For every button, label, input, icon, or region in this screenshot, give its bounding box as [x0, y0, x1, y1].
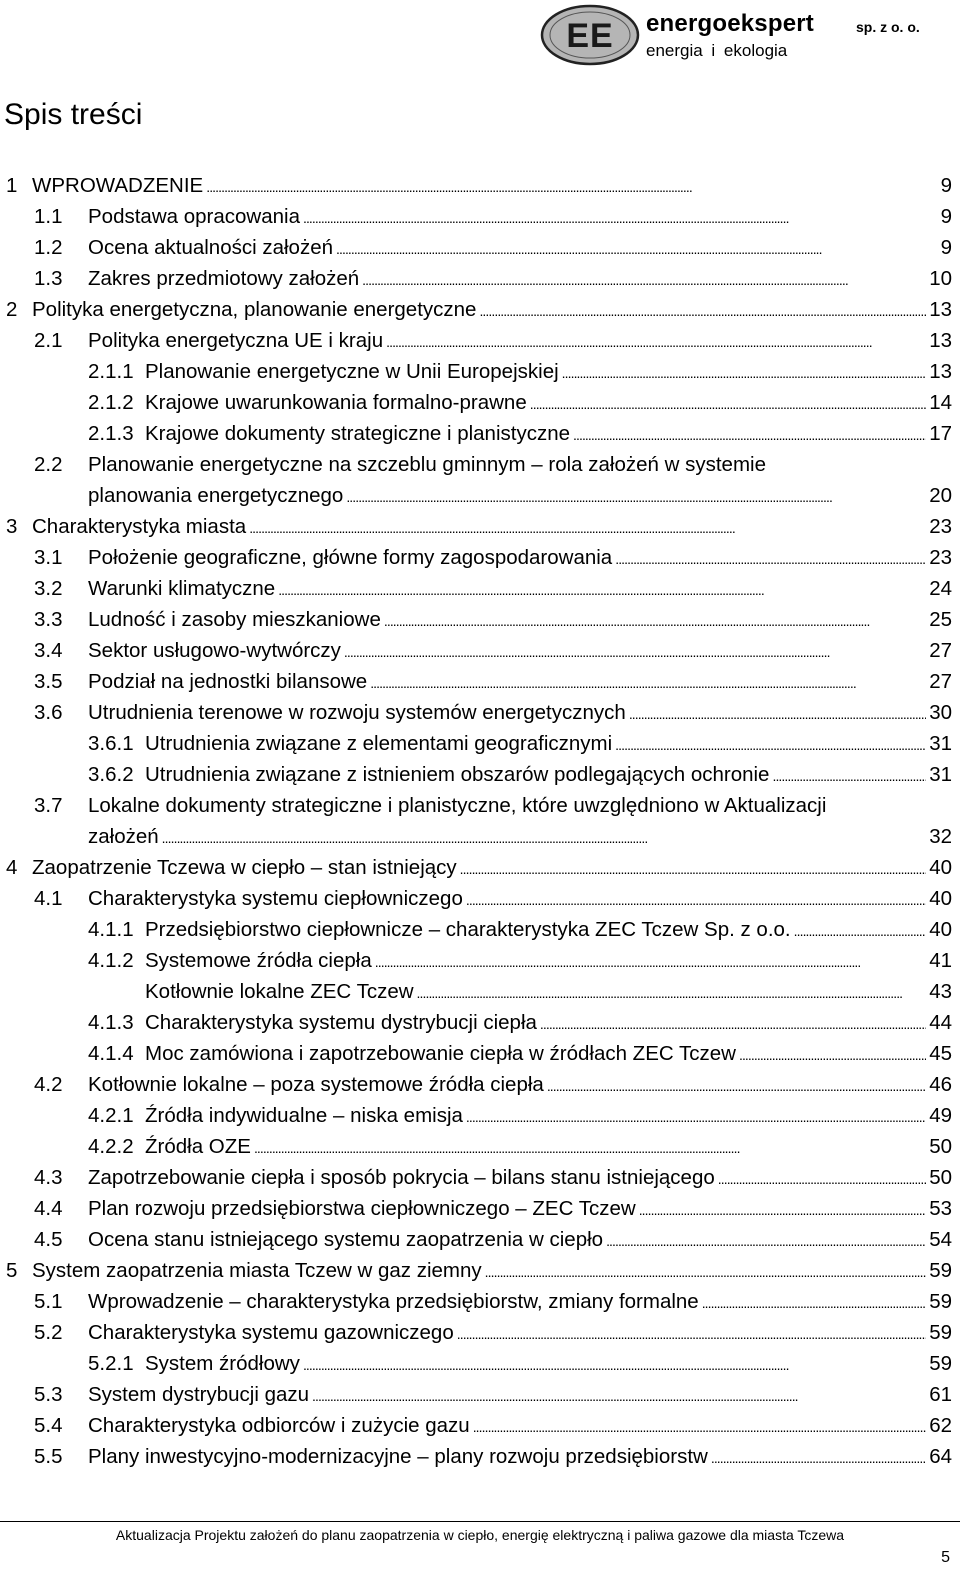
toc-dot-leader: [346, 480, 926, 513]
toc-entry[interactable]: [0, 1348, 960, 1379]
toc-entry[interactable]: [0, 387, 960, 418]
toc-entry-page: 20: [929, 484, 952, 507]
toc-entry[interactable]: [0, 976, 960, 1007]
toc-entry[interactable]: [0, 697, 960, 728]
toc-entry-page: 49: [929, 1104, 952, 1127]
toc-entry[interactable]: [0, 1286, 960, 1317]
toc-dot-leader: [794, 914, 927, 947]
toc-dot-leader: [303, 1348, 926, 1381]
toc-entry-title: Przedsiębiorstwo ciepłownicze – charakterystyka ZEC Tczew Sp. z o.o.: [145, 918, 791, 941]
toc-dot-leader: [772, 759, 926, 792]
toc-entry[interactable]: [0, 170, 960, 201]
toc-entry[interactable]: [0, 635, 960, 666]
toc-entry-number: 1.2: [34, 236, 63, 259]
toc-entry-page: 61: [929, 1383, 952, 1406]
toc-entry-page: 64: [929, 1445, 952, 1468]
toc-entry-title: Wprowadzenie – charakterystyka przedsiębiorstw, zmiany formalne: [88, 1290, 699, 1313]
toc-entry-number: 2.1.1: [88, 360, 134, 383]
toc-entry-page: 59: [929, 1290, 952, 1313]
toc-entry-page: 27: [929, 670, 952, 693]
toc-entry-title: System dystrybucji gazu: [88, 1383, 310, 1406]
toc-entry-title: Źródła OZE: [145, 1135, 251, 1158]
toc-entry-page: 24: [929, 577, 952, 600]
toc-entry-title: Zakres przedmiotowy założeń: [88, 267, 360, 290]
toc-entry-title: Planowanie energetyczne na szczeblu gminnym – rola założeń w systemie: [88, 453, 766, 476]
toc-entry[interactable]: [0, 294, 960, 325]
toc-dot-leader: [466, 1100, 926, 1133]
toc-dot-leader: [460, 852, 927, 885]
toc-dot-leader: [362, 263, 926, 296]
toc-entry[interactable]: [0, 790, 960, 852]
toc-dot-leader: [162, 821, 927, 854]
toc-dot-leader: [344, 635, 926, 668]
toc-entry-number: 2.2: [34, 453, 63, 476]
toc-entry-title: Utrudnienia terenowe w rozwoju systemów energetycznych: [88, 701, 626, 724]
toc-entry-page: 17: [929, 422, 952, 445]
toc-entry-page: 31: [929, 732, 952, 755]
toc-dot-leader: [629, 697, 926, 730]
page-number: 5: [941, 1549, 950, 1566]
toc-entry-number: 4.1.2: [88, 949, 134, 972]
toc-entry[interactable]: [0, 604, 960, 635]
toc-entry-number: 3: [6, 515, 18, 538]
company-name: energoekspert: [646, 10, 814, 37]
toc-entry-page: 50: [929, 1135, 952, 1158]
toc-entry-title: Charakterystyka odbiorców i zużycie gazu: [88, 1414, 470, 1437]
toc-entry-page: 9: [940, 174, 952, 197]
toc-entry-title: Charakterystyka systemu gazowniczego: [88, 1321, 454, 1344]
toc-entry-title: Podział na jednostki bilansowe: [88, 670, 368, 693]
toc-entry-page: 9: [940, 236, 952, 259]
toc-entry-page: 27: [929, 639, 952, 662]
toc-dot-leader: [457, 1317, 926, 1350]
toc-entry-number: 4: [6, 856, 18, 879]
toc-entry[interactable]: [0, 418, 960, 449]
company-tagline: energia i ekologia: [646, 41, 788, 60]
toc-entry-page: 25: [929, 608, 952, 631]
toc-dot-leader: [375, 945, 926, 978]
toc-entry-title: Źródła indywidualne – niska emisja: [145, 1104, 463, 1127]
toc-entry-number: 3.6.1: [88, 732, 134, 755]
toc-entry-title: Ocena stanu istniejącego systemu zaopatrzenia w ciepło: [88, 1228, 604, 1251]
toc-entry-title: Utrudnienia związane z elementami geograficznymi: [145, 732, 613, 755]
toc-entry-title: Krajowe uwarunkowania formalno-prawne: [145, 391, 527, 414]
toc-entry-title: Plany inwestycyjno-modernizacyjne – plany rozwoju przedsiębiorstw: [88, 1445, 708, 1468]
toc-entry-title: System zaopatrzenia miasta Tczew w gaz ziemny: [32, 1259, 482, 1282]
toc-entry-page: 14: [929, 391, 952, 414]
toc-entry[interactable]: [0, 356, 960, 387]
toc-entry[interactable]: [0, 1255, 960, 1286]
toc-dot-leader: [303, 201, 938, 234]
toc-entry-number: 4.1: [34, 887, 63, 910]
toc-entry-title: Planowanie energetyczne w Unii Europejskiej: [145, 360, 559, 383]
toc-entry[interactable]: [0, 852, 960, 883]
toc-entry-page: 41: [929, 949, 952, 972]
ee-logo-badge-icon: [540, 4, 640, 66]
toc-dot-leader: [530, 387, 926, 420]
toc-entry-title: Warunki klimatyczne: [88, 577, 276, 600]
toc-dot-leader: [739, 1038, 926, 1071]
toc-entry-number: 3.5: [34, 670, 63, 693]
toc-entry[interactable]: [0, 1193, 960, 1224]
toc-entry-page: 40: [929, 887, 952, 910]
toc-entry-page: 43: [929, 980, 952, 1003]
toc-dot-leader: [312, 1379, 926, 1412]
toc-entry-number: 3.1: [34, 546, 63, 569]
toc-entry[interactable]: [0, 1162, 960, 1193]
toc-entry-title: Moc zamówiona i zapotrzebowanie ciepła w źródłach ZEC Tczew: [145, 1042, 736, 1065]
toc-dot-leader: [370, 666, 926, 699]
toc-entry[interactable]: [0, 232, 960, 263]
toc-entry-title: Zapotrzebowanie ciepła i sposób pokrycia – bilans stanu istniejącego: [88, 1166, 715, 1189]
toc-entry[interactable]: [0, 883, 960, 914]
toc-entry[interactable]: [0, 1100, 960, 1131]
toc-entry-title: Kotłownie lokalne – poza systemowe źródła ciepła: [88, 1073, 544, 1096]
toc-entry[interactable]: [0, 201, 960, 232]
toc-entry-number: 3.6: [34, 701, 63, 724]
toc-entry-number: 4.1.3: [88, 1011, 134, 1034]
toc-entry[interactable]: [0, 1131, 960, 1162]
toc-entry-page: 44: [929, 1011, 952, 1034]
toc-dot-leader: [417, 976, 927, 1009]
toc-entry-title: Utrudnienia związane z istnieniem obszarów podlegających ochronie: [145, 763, 770, 786]
toc-entry-page: 46: [929, 1073, 952, 1096]
toc-dot-leader: [479, 294, 926, 327]
toc-entry[interactable]: [0, 1317, 960, 1348]
toc-dot-leader: [278, 573, 926, 606]
company-legal-suffix: sp. z o. o.: [856, 19, 920, 35]
toc-dot-leader: [573, 418, 926, 451]
logo-mark: EE: [566, 17, 614, 55]
toc-entry-page: 50: [929, 1166, 952, 1189]
toc-entry-number: 4.3: [34, 1166, 63, 1189]
toc-entry-number: 5.4: [34, 1414, 63, 1437]
toc-entry[interactable]: [0, 511, 960, 542]
toc-entry-title: Sektor usługowo-wytwórczy: [88, 639, 341, 662]
toc-entry-title: Podstawa opracowania: [88, 205, 300, 228]
toc-dot-leader: [702, 1286, 926, 1319]
toc-entry-number: 3.3: [34, 608, 63, 631]
toc-entry-title: Ludność i zasoby mieszkaniowe: [88, 608, 381, 631]
toc-entry[interactable]: [0, 1441, 960, 1472]
toc-dot-leader: [639, 1193, 927, 1226]
toc-entry-number: 4.2.1: [88, 1104, 134, 1127]
toc-entry-page: 59: [929, 1352, 952, 1375]
toc-entry-title: WPROWADZENIE: [32, 174, 204, 197]
toc-entry[interactable]: [0, 945, 960, 976]
footer-divider: [0, 1521, 960, 1522]
toc-entry-number: 3.6.2: [88, 763, 134, 786]
toc-entry-number: 3.4: [34, 639, 63, 662]
toc-entry-title: Polityka energetyczna UE i kraju: [88, 329, 384, 352]
toc-entry-number: 1: [6, 174, 18, 197]
toc-entry-number: 4.2: [34, 1073, 63, 1096]
toc-entry-title: Lokalne dokumenty strategiczne i planistyczne, które uwzględniono w Aktualizacji: [88, 794, 827, 817]
toc-entry-number: 1.3: [34, 267, 63, 290]
toc-entry-page: 13: [929, 329, 952, 352]
footer-text: Aktualizacja Projektu założeń do planu zaopatrzenia w ciepło, energię elektryczną i paliwa gazowe dla miasta Tczewa: [115, 1527, 845, 1543]
company-logo: [540, 4, 960, 68]
toc-entry-number: 3.7: [34, 794, 63, 817]
toc-entry-title: Krajowe dokumenty strategiczne i planistyczne: [145, 422, 571, 445]
toc-dot-leader: [473, 1410, 926, 1443]
toc-entry-number: 5: [6, 1259, 18, 1282]
toc-entry-page: 31: [929, 763, 952, 786]
toc-entry-title: System źródłowy: [145, 1352, 300, 1375]
toc-entry-page: 10: [929, 267, 952, 290]
toc-entry-number: 4.2.2: [88, 1135, 134, 1158]
toc-entry[interactable]: [0, 666, 960, 697]
toc-entry-number: 5.2.1: [88, 1352, 134, 1375]
toc-entry-page: 13: [929, 298, 952, 321]
toc-entry-page: 53: [929, 1197, 952, 1220]
toc-dot-leader: [562, 356, 927, 389]
toc-entry[interactable]: [0, 1069, 960, 1100]
toc-entry-title: Charakterystyka systemu ciepłowniczego: [88, 887, 463, 910]
toc-dot-leader: [485, 1255, 927, 1288]
toc-entry-number: 3.2: [34, 577, 63, 600]
toc-entry-page: 9: [940, 205, 952, 228]
toc-dot-leader: [547, 1069, 926, 1102]
toc-entry-title: Kotłownie lokalne ZEC Tczew: [145, 980, 414, 1003]
toc-entry[interactable]: [0, 449, 960, 511]
toc-entry-number: 4.1.4: [88, 1042, 134, 1065]
toc-entry-number: 2.1.3: [88, 422, 134, 445]
toc-dot-leader: [615, 728, 926, 761]
toc-entry[interactable]: [0, 573, 960, 604]
toc-dot-leader: [384, 604, 926, 637]
toc-entry-title: Charakterystyka miasta: [32, 515, 247, 538]
toc-entry[interactable]: [0, 1007, 960, 1038]
toc-entry-title: Położenie geograficzne, główne formy zagospodarowania: [88, 546, 613, 569]
toc-entry-page: 23: [929, 515, 952, 538]
toc-entry[interactable]: [0, 728, 960, 759]
toc-entry-number: 5.1: [34, 1290, 63, 1313]
toc-dot-leader: [254, 1131, 926, 1164]
toc-dot-leader: [718, 1162, 926, 1195]
toc-entry-number: 5.3: [34, 1383, 63, 1406]
toc-entry-number: 2.1.2: [88, 391, 134, 414]
toc-entry-number: 1.1: [34, 205, 63, 228]
toc-entry-page: 59: [929, 1321, 952, 1344]
toc-dot-leader: [540, 1007, 926, 1040]
toc-entry-page: 23: [929, 546, 952, 569]
toc-entry-number: 2.1: [34, 329, 63, 352]
toc-entry[interactable]: [0, 1379, 960, 1410]
toc-entry[interactable]: [0, 263, 960, 294]
toc-entry-title: Polityka energetyczna, planowanie energetyczne: [32, 298, 477, 321]
toc-entry-page: 40: [929, 918, 952, 941]
toc-entry-page: 13: [929, 360, 952, 383]
toc-dot-leader: [249, 511, 926, 544]
toc-entry-number: 2: [6, 298, 18, 321]
toc-dot-leader: [206, 170, 937, 203]
toc-entry-page: 30: [929, 701, 952, 724]
toc-entry-title: Systemowe źródła ciepła: [145, 949, 372, 972]
toc-entry-number: 5.5: [34, 1445, 63, 1468]
toc-dot-leader: [466, 883, 926, 916]
toc-entry[interactable]: [0, 914, 960, 945]
toc-entry-title-continued: planowania energetycznego: [88, 484, 344, 507]
toc-entry-page: 59: [929, 1259, 952, 1282]
toc-entry-number: 5.2: [34, 1321, 63, 1344]
toc-entry[interactable]: [0, 325, 960, 356]
toc-entry[interactable]: [0, 1038, 960, 1069]
toc-entry-page: 40: [929, 856, 952, 879]
toc-entry-title: Zaopatrzenie Tczewa w ciepło – stan istniejący: [32, 856, 457, 879]
toc-entry-number: 4.5: [34, 1228, 63, 1251]
toc-entry-page: 54: [929, 1228, 952, 1251]
toc-entry-title: Plan rozwoju przedsiębiorstwa ciepłowniczego – ZEC Tczew: [88, 1197, 636, 1220]
toc-entry-title: Ocena aktualności założeń: [88, 236, 334, 259]
toc-entry-number: 4.1.1: [88, 918, 134, 941]
toc-entry-title: Charakterystyka systemu dystrybucji ciepła: [145, 1011, 537, 1034]
toc-dot-leader: [615, 542, 926, 575]
toc-entry-page: 32: [929, 825, 952, 848]
toc-dot-leader: [711, 1441, 926, 1474]
toc-dot-leader: [336, 232, 938, 265]
toc-entry-page: 62: [929, 1414, 952, 1437]
toc-entry-title-continued: założeń: [88, 825, 159, 848]
toc-dot-leader: [606, 1224, 926, 1257]
toc-entry[interactable]: [0, 542, 960, 573]
toc-entry-page: 45: [929, 1042, 952, 1065]
page-title: Spis treści: [4, 98, 143, 131]
toc-entry[interactable]: [0, 1224, 960, 1255]
toc-entry[interactable]: [0, 759, 960, 790]
toc-entry-number: 4.4: [34, 1197, 63, 1220]
toc-entry[interactable]: [0, 1410, 960, 1441]
toc-dot-leader: [386, 325, 926, 358]
